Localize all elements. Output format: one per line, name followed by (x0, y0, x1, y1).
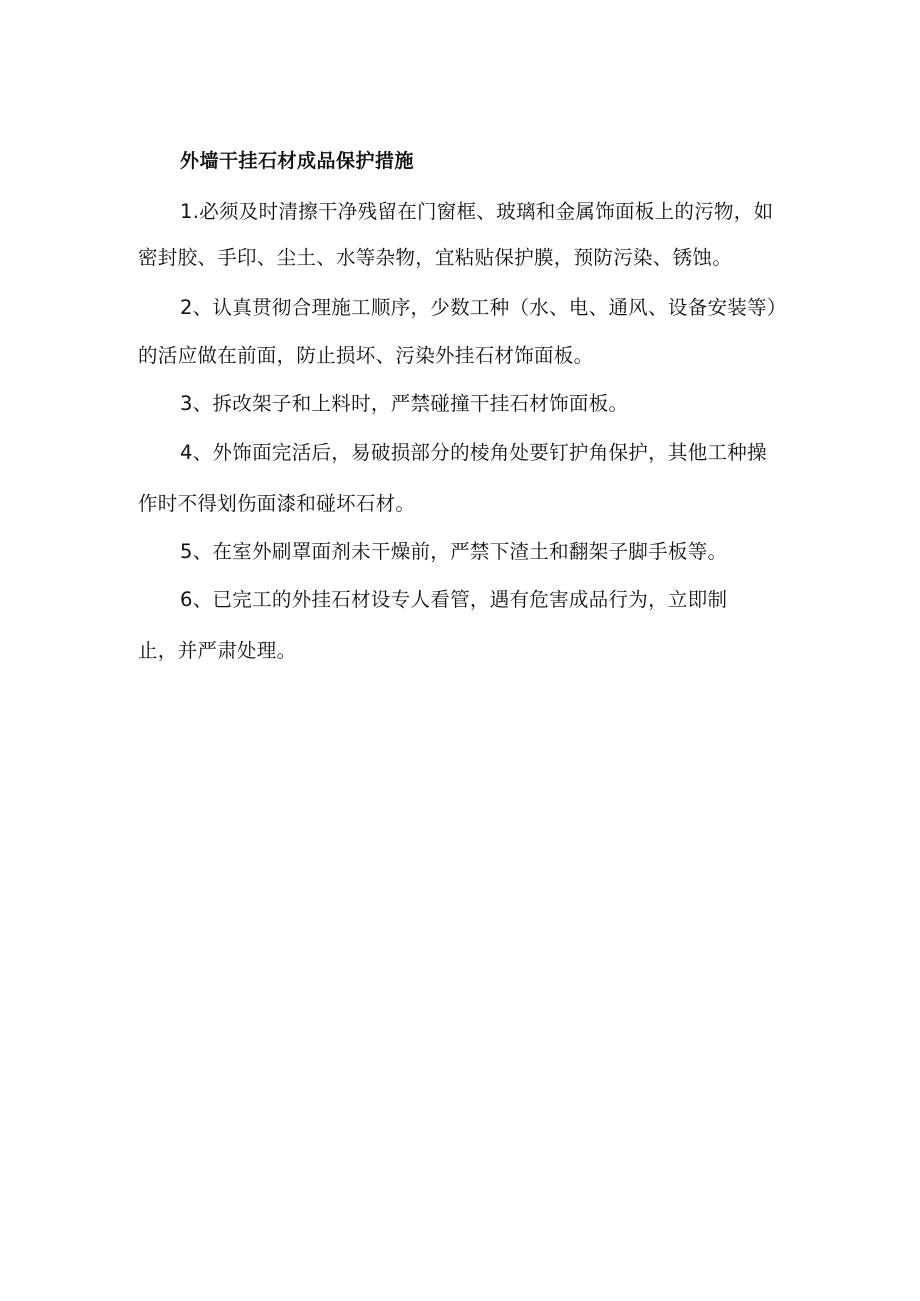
paragraph-6-line-2: 止，并严肃处理。 (138, 639, 297, 662)
paragraph-4-line-1: 4、外饰面完活后，易破损部分的棱角处要钉护角保护，其他工种操 (180, 441, 767, 464)
paragraph-6-line-1: 6、已完工的外挂石材设专人看管，遇有危害成品行为，立即制 (180, 588, 728, 611)
paragraph-5-line-1: 5、在室外刷罩面剂未干燥前，严禁下渣土和翻架子脚手板等。 (180, 540, 728, 563)
paragraph-3-line-1: 3、拆改架子和上料时，严禁碰撞干挂石材饰面板。 (180, 392, 629, 415)
paragraph-1-line-1: 1.必须及时清擦干净残留在门窗框、玻璃和金属饰面板上的污物，如 (180, 200, 774, 223)
paragraph-2-line-1: 2、认真贯彻合理施工顺序，少数工种（水、电、通风、设备安装等） (180, 296, 787, 319)
document-title: 外墙干挂石材成品保护措施 (180, 150, 415, 172)
paragraph-4-line-2: 作时不得划伤面漆和碰坏石材。 (138, 492, 416, 515)
paragraph-2-line-2: 的活应做在前面，防止损坏、污染外挂石材饰面板。 (138, 344, 594, 367)
paragraph-1-line-2: 密封胶、手印、尘土、水等杂物，宜粘贴保护膜，预防污染、锈蚀。 (138, 246, 733, 269)
